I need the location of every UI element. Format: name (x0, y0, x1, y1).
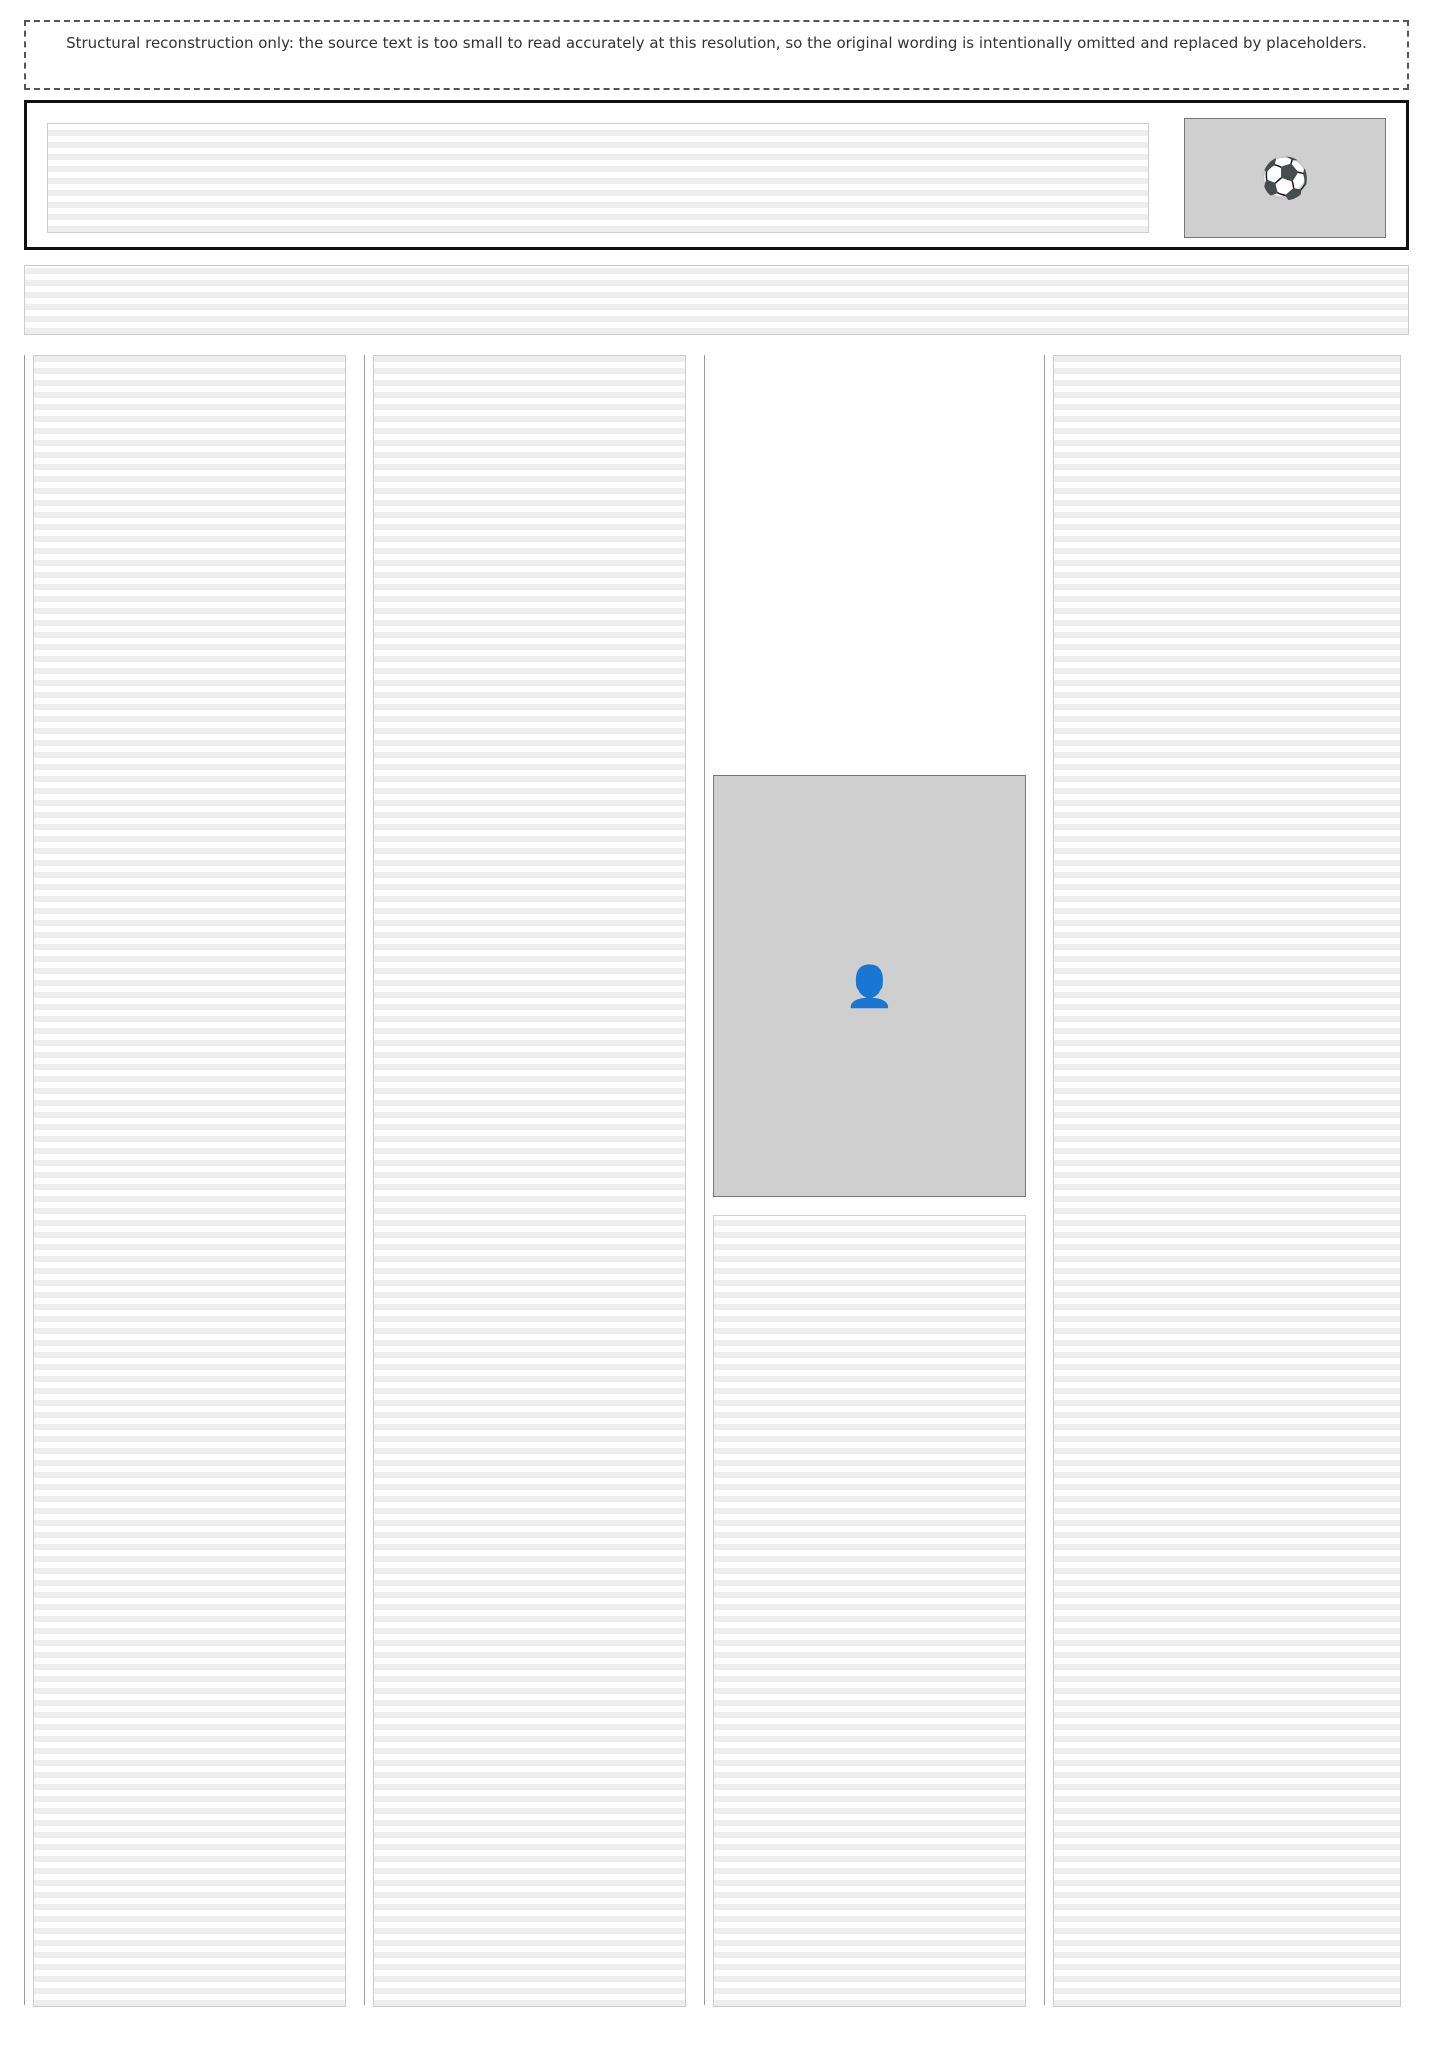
column-4 (1044, 355, 1409, 2005)
column-1-text (33, 355, 346, 2007)
column-1 (24, 355, 354, 2005)
player-photo: 👤 (713, 775, 1026, 1197)
subheadline-placeholder (24, 265, 1409, 335)
emblem-image: ⚽ (1184, 118, 1386, 238)
column-2 (364, 355, 694, 2005)
masthead-banner (24, 100, 1409, 250)
masthead-text-placeholder (47, 123, 1149, 233)
column-3-text (713, 1215, 1026, 2007)
transcription-notice (24, 20, 1409, 90)
notice-text: Structural reconstruction only: the source text is too small to read accurately at this resolution, so the original wording is intentionally omitted and replaced by placeholders. (66, 34, 1367, 52)
column-2-text (373, 355, 686, 2007)
column-4-text (1053, 355, 1401, 2007)
column-3 (704, 355, 1034, 2005)
